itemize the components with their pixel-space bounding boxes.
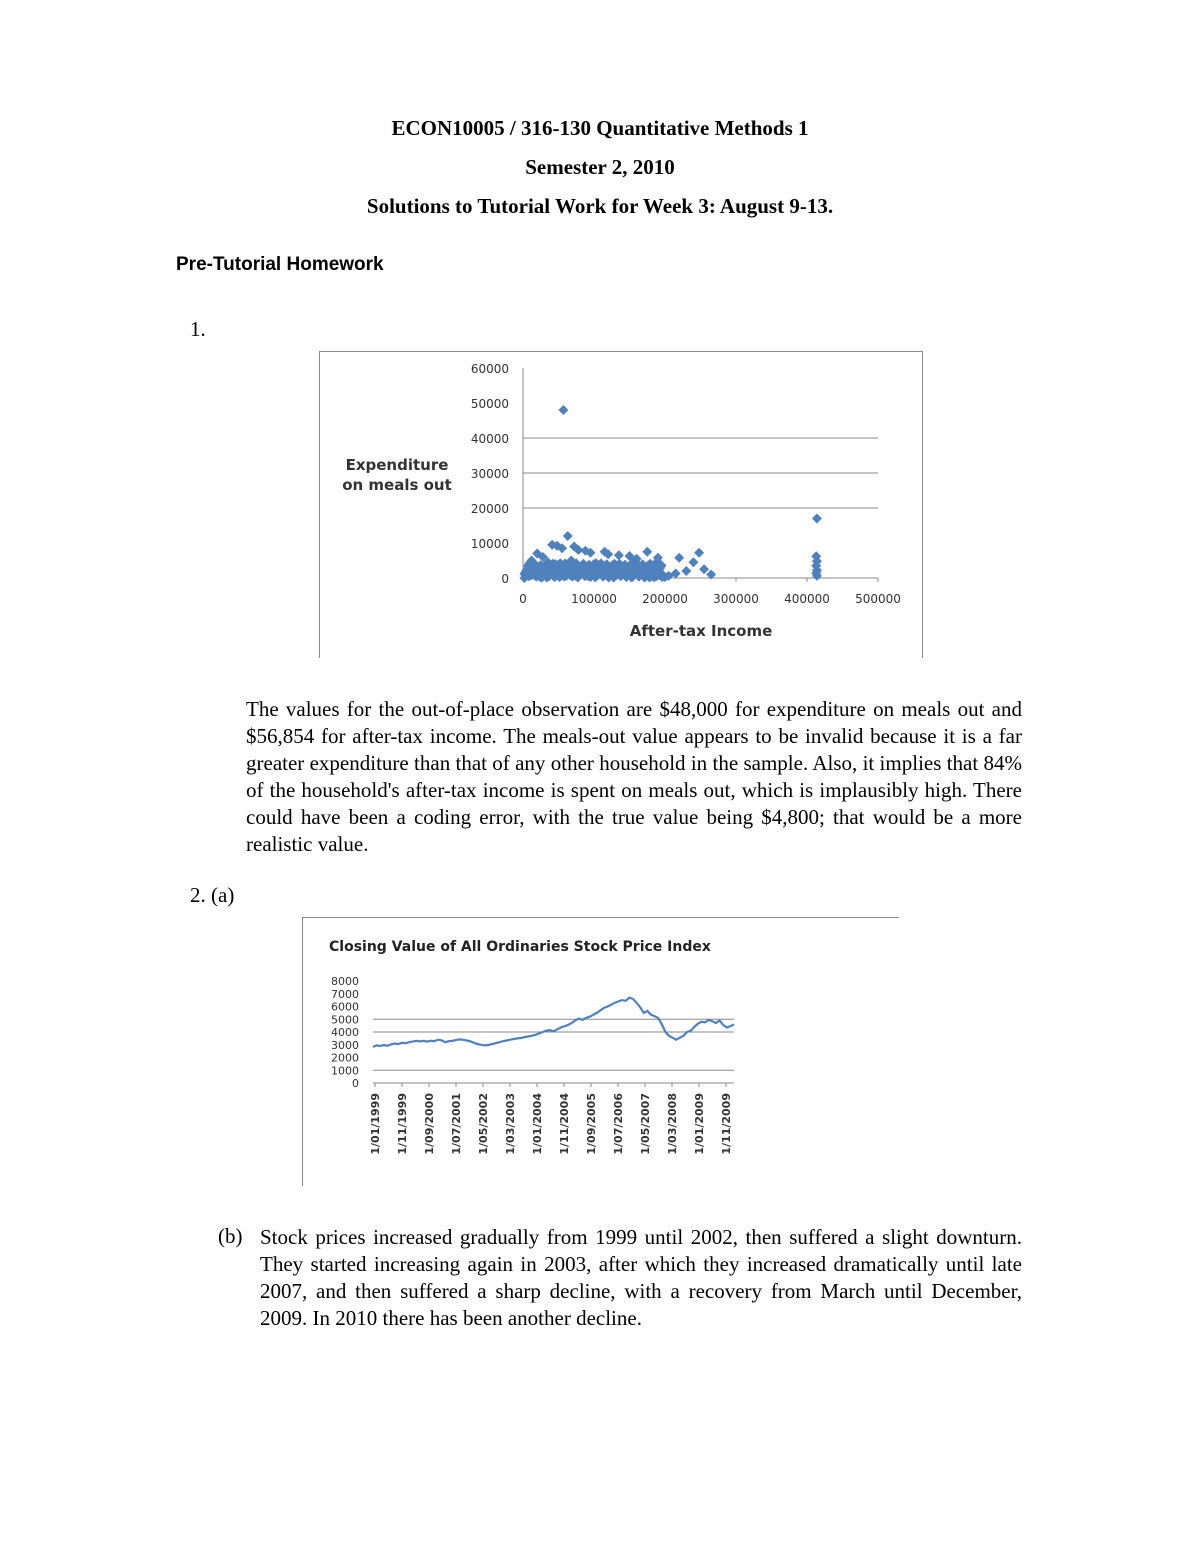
scatter-point <box>558 405 568 415</box>
scatter-point <box>699 564 709 574</box>
solutions-title: Solutions to Tutorial Work for Week 3: August 9-13. <box>366 194 834 218</box>
line-x-tick-label: 1/03/2003 <box>504 1093 517 1155</box>
question-2b-answer: Stock prices increased gradually from 1999 until 2002, then suffered a slight downturn. They started increasing again in 2003, after which they increased dramatically until late 2007, and then suffered a sharp decline, with a recovery from March until December, 2009. In 2010 there has been another decline. <box>260 1225 1022 1330</box>
line-y-tick-label: 5000 <box>331 1013 359 1027</box>
line-y-tick-label: 6000 <box>331 1000 359 1014</box>
line-x-tick-label: 1/01/2009 <box>693 1093 706 1155</box>
scatter-point <box>563 531 573 541</box>
question-1-answer: The values for the out-of-place observation are $48,000 for expenditure on meals out and $56,854 for after-tax income. The meals-out value appears to be invalid because it is a far greater expenditure than that of any other household in the sample. Also, it implies that 84% of the household's after-tax income is spent on meals out, which is implausibly high. There could have been a coding error, with the true value being $4,800; that would be a more realistic value. <box>246 697 1022 856</box>
y-tick-label: 0 <box>501 572 509 586</box>
scatter-point <box>614 550 624 560</box>
question-2b-label: (b) <box>218 1224 243 1248</box>
x-tick-label: 300000 <box>713 592 759 606</box>
line-x-tick-label: 1/01/2004 <box>531 1093 544 1155</box>
line-y-tick-label: 1000 <box>331 1064 359 1078</box>
scatter-chart-frame <box>319 351 923 658</box>
y-axis-label-line-1: Expenditure <box>345 456 449 474</box>
scatter-point <box>694 548 704 558</box>
y-tick-label: 60000 <box>470 362 509 376</box>
line-chart-title: Closing Value of All Ordinaries Stock Price Index <box>329 939 711 955</box>
line-x-tick-label: 1/05/2007 <box>639 1093 652 1155</box>
scatter-point <box>642 547 652 557</box>
line-y-tick-label: 2000 <box>331 1051 359 1065</box>
section-heading: Pre-Tutorial Homework <box>176 254 384 275</box>
line-chart <box>303 918 899 1186</box>
line-y-tick-label: 8000 <box>331 975 359 988</box>
y-tick-label: 30000 <box>470 467 509 481</box>
line-x-tick-label: 1/07/2006 <box>612 1093 625 1155</box>
question-2-number: 2. (a) <box>190 883 235 907</box>
course-title: ECON10005 / 316-130 Quantitative Methods 1 <box>391 116 809 140</box>
question-1-number: 1. <box>190 317 206 341</box>
y-tick-label: 20000 <box>470 502 509 516</box>
line-y-tick-label: 7000 <box>331 987 359 1001</box>
stock-index-series-line <box>373 998 734 1047</box>
scatter-point <box>688 557 698 567</box>
x-tick-label: 500000 <box>855 592 901 606</box>
scatter-point <box>674 553 684 563</box>
line-x-tick-label: 1/09/2000 <box>423 1093 436 1155</box>
y-tick-label: 50000 <box>470 397 509 411</box>
line-x-tick-label: 1/01/1999 <box>369 1093 382 1155</box>
line-x-tick-label: 1/11/2009 <box>720 1093 733 1155</box>
line-y-tick-label: 4000 <box>331 1026 359 1039</box>
x-tick-label: 400000 <box>784 592 830 606</box>
line-y-tick-label: 3000 <box>331 1038 359 1052</box>
line-y-tick-label: 0 <box>352 1077 359 1090</box>
line-x-tick-label: 1/07/2001 <box>450 1093 463 1155</box>
line-x-tick-label: 1/11/2004 <box>558 1093 571 1155</box>
y-axis-label-line-2: on meals out <box>342 476 452 494</box>
semester-title: Semester 2, 2010 <box>525 155 675 179</box>
scatter-chart <box>320 352 922 658</box>
line-chart-frame <box>302 917 899 1186</box>
line-x-tick-label: 1/11/1999 <box>396 1093 409 1155</box>
scatter-point <box>812 514 822 524</box>
x-tick-label: 0 <box>519 592 527 606</box>
scatter-point <box>681 566 691 576</box>
x-axis-label: After-tax Income <box>629 622 773 640</box>
line-x-tick-label: 1/03/2008 <box>666 1093 679 1155</box>
y-tick-label: 40000 <box>470 432 509 446</box>
y-tick-label: 10000 <box>470 537 509 551</box>
x-tick-label: 100000 <box>571 592 617 606</box>
line-x-tick-label: 1/05/2002 <box>477 1093 490 1155</box>
x-tick-label: 200000 <box>642 592 688 606</box>
line-x-tick-label: 1/09/2005 <box>585 1093 598 1155</box>
